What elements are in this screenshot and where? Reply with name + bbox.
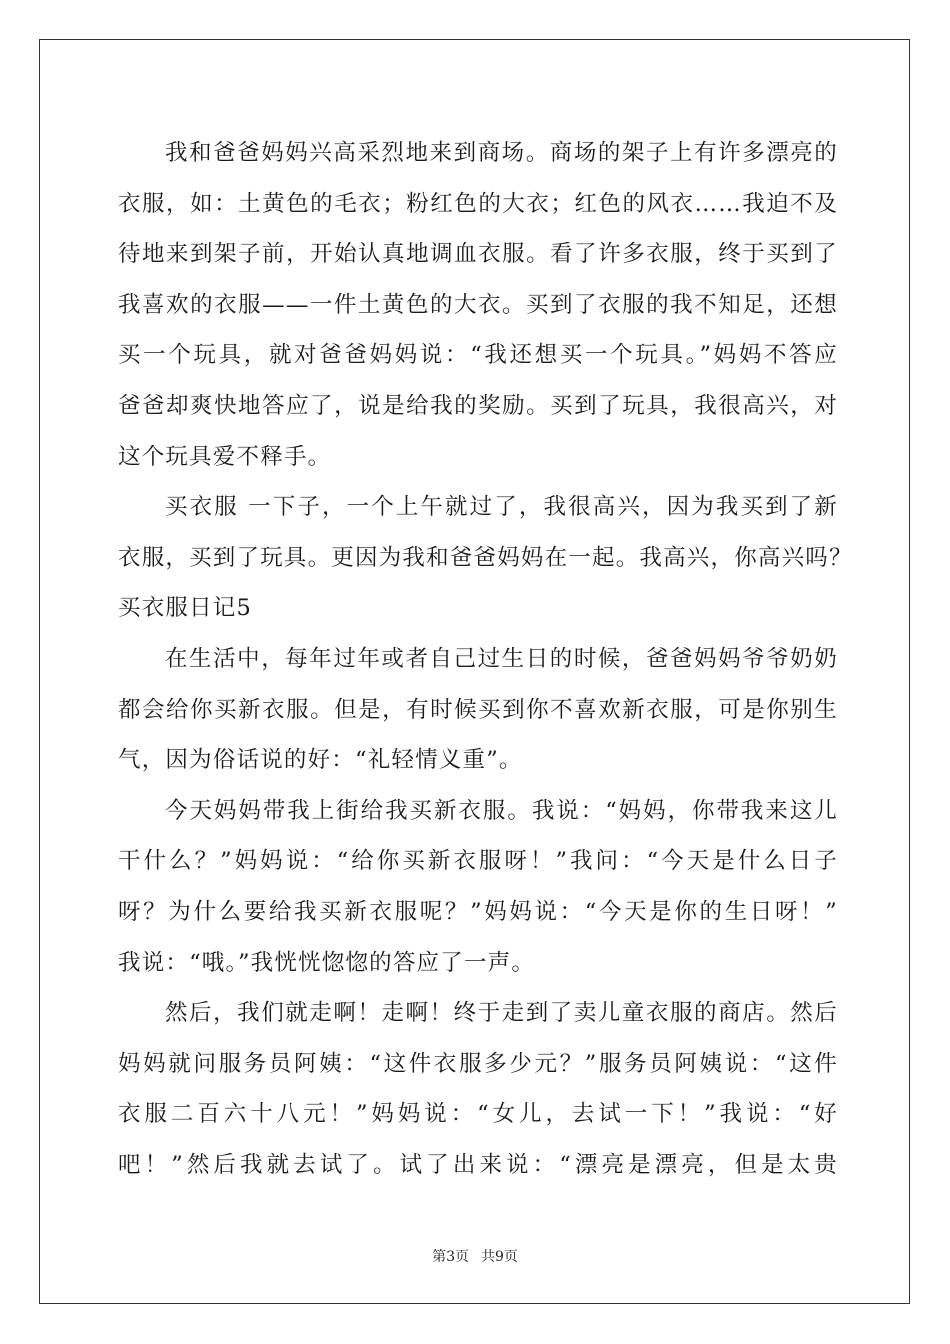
text-line: 今天妈妈带我上街给我买新衣服。我说：“妈妈，你带我来这儿 [165, 797, 838, 824]
text-line: 衣服二百六十八元！”妈妈说：“女儿，去试一下！”我说：“好 [118, 1101, 838, 1128]
text-line: 爸爸却爽快地答应了，说是给我的奖励。买到了玩具，我很高兴，对 [118, 392, 838, 419]
text-line: 我喜欢的衣服——一件土黄色的大衣。买到了衣服的我不知足，还想 [118, 291, 838, 318]
text-line: 衣服，如：土黄色的毛衣；粉红色的大衣；红色的风衣……我迫不及 [118, 190, 838, 217]
text-line: 我说：“哦。”我恍恍惚惚的答应了一声。 [118, 949, 536, 976]
page-footer [0, 1246, 950, 1266]
text-line: 然后，我们就走啊！走啊！终于走到了卖儿童衣服的商店。然后 [165, 1000, 838, 1027]
text-line: 在生活中，每年过年或者自己过生日的时候，爸爸妈妈爷爷奶奶 [165, 645, 838, 672]
text-line: 这个玩具爱不释手。 [118, 443, 332, 470]
text-line: 妈妈就问服务员阿姨：“这件衣服多少元？”服务员阿姨说：“这件 [118, 1050, 838, 1077]
text-line: 我和爸爸妈妈兴高采烈地来到商场。商场的架子上有许多漂亮的 [165, 140, 838, 166]
text-line: 气，因为俗话说的好：“礼轻情义重”。 [118, 747, 523, 774]
text-line: 都会给你买新衣服。但是，有时候买到你不喜欢新衣服，可是你别生 [118, 696, 838, 723]
section-heading: 买衣服日记5 [118, 595, 253, 622]
text-line: 买一个玩具，就对爸爸妈妈说：“我还想买一个玩具。”妈妈不答应 [118, 342, 838, 369]
document-body [118, 128, 853, 1190]
text-line: 待地来到架子前，开始认真地调血衣服。看了许多衣服，终于买到了 [118, 241, 838, 268]
text-line: 衣服，买到了玩具。更因为我和爸爸妈妈在一起。我高兴，你高兴吗？ [118, 544, 853, 571]
text-line: 买衣服 一下子，一个上午就过了，我很高兴，因为我买到了新 [165, 494, 838, 521]
text-line: 干什么？”妈妈说：“给你买新衣服呀！”我问：“今天是什么日子 [118, 848, 838, 875]
page-number: 第3页 [432, 1249, 469, 1265]
page-total: 共9页 [481, 1249, 518, 1265]
text-line: 吧！”然后我就去试了。试了出来说：“漂亮是漂亮，但是太贵 [118, 1151, 838, 1178]
text-line: 呀？为什么要给我买新衣服呢？”妈妈说：“今天是你的生日呀！” [118, 898, 838, 925]
